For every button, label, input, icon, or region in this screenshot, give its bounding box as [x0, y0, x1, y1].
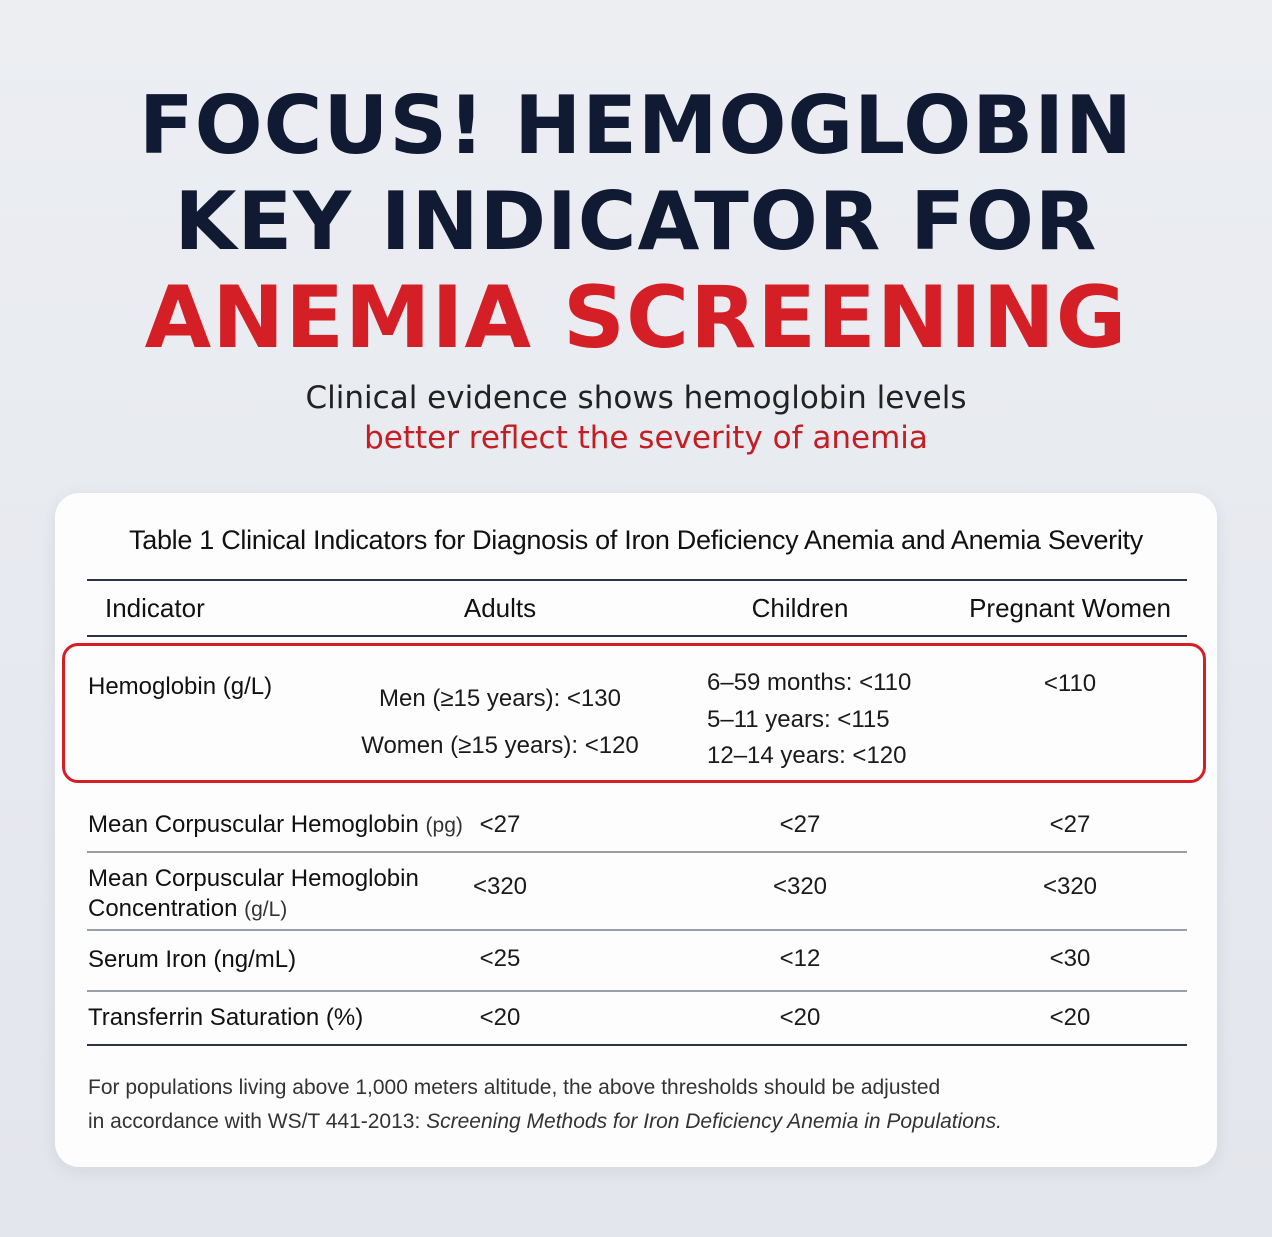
serum-iron-children: <12 — [779, 945, 821, 972]
serum-iron-adults: <25 — [479, 945, 521, 972]
mch-adults: <27 — [479, 811, 521, 838]
table-title: Table 1 Clinical Indicators for Diagnosis of Iron Deficiency Anemia and Anemia Severity — [129, 525, 1143, 555]
hemoglobin-children-12-14y: 12–14 years: <120 — [707, 742, 907, 769]
mchc-unit: (g/L) — [244, 898, 288, 921]
mchc-adults: <320 — [472, 873, 528, 900]
mchc-name-line-2: Concentration — [88, 895, 238, 922]
hemoglobin-unit: (g/L) — [222, 673, 273, 700]
table-bottom-rule — [87, 1044, 1187, 1046]
mchc-name-line-1: Mean Corpuscular Hemoglobin — [88, 865, 419, 892]
footnote-standard-title: Screening Methods for Iron Deficiency Anemia in Populations. — [426, 1110, 1002, 1133]
header-pregnant-women: Pregnant Women — [969, 593, 1171, 623]
row-divider — [87, 851, 1187, 853]
row-serum-iron-indicator: Serum Iron (ng/mL) — [88, 946, 297, 973]
mch-children: <27 — [779, 811, 821, 838]
mch-pregnant: <27 — [1049, 811, 1091, 838]
hemoglobin-children-5-11y: 5–11 years: <115 — [707, 705, 890, 733]
footnote-line-2-prefix: in accordance with WS/T 441-2013: — [88, 1110, 427, 1133]
headline-line-3: ANEMIA SCREENING — [144, 268, 1128, 368]
hemoglobin-adults — [355, 675, 645, 769]
header-adults: Adults — [463, 593, 537, 623]
mchc-children: <320 — [772, 873, 828, 900]
subtitle-line-2: better reflect the severity of anemia — [364, 420, 928, 456]
hemoglobin-children — [707, 665, 911, 775]
hemoglobin-name: Hemoglobin — [88, 673, 217, 700]
table-footnote — [88, 1071, 1188, 1139]
header-indicator: Indicator — [105, 593, 205, 623]
transferrin-adults: <20 — [479, 1004, 521, 1031]
header-rule — [87, 635, 1187, 637]
hemoglobin-children-6-59m: 6–59 months: <110 — [707, 669, 912, 696]
mch-unit: (pg) — [425, 814, 463, 837]
table-top-rule — [87, 579, 1187, 581]
footnote-line-1: For populations living above 1,000 meters altitude, the above thresholds should be adjusted — [88, 1076, 941, 1099]
headline — [0, 78, 1272, 366]
row-divider — [87, 990, 1187, 992]
mch-name: Mean Corpuscular Hemoglobin — [88, 811, 419, 838]
headline-line-2: KEY INDICATOR FOR — [174, 175, 1098, 268]
row-transferrin-indicator: Transferrin Saturation (%) — [88, 1004, 364, 1031]
transferrin-pregnant: <20 — [1049, 1004, 1091, 1031]
header-children: Children — [751, 593, 849, 623]
subtitle — [0, 378, 1272, 458]
headline-line-1: FOCUS! HEMOGLOBIN — [139, 79, 1133, 172]
transferrin-children: <20 — [779, 1004, 821, 1031]
hemoglobin-adults-men: Men (≥15 years): <130 — [379, 685, 621, 712]
subtitle-line-1: Clinical evidence shows hemoglobin levels — [305, 380, 967, 416]
serum-iron-pregnant: <30 — [1049, 945, 1091, 972]
mchc-pregnant: <320 — [1042, 873, 1098, 900]
table-card — [55, 493, 1217, 1167]
hemoglobin-pregnant: <110 — [1043, 670, 1097, 697]
hemoglobin-adults-women: Women (≥15 years): <120 — [361, 732, 639, 759]
row-divider — [87, 929, 1187, 931]
row-hemoglobin-indicator — [88, 673, 272, 701]
row-mchc-indicator — [88, 864, 419, 925]
